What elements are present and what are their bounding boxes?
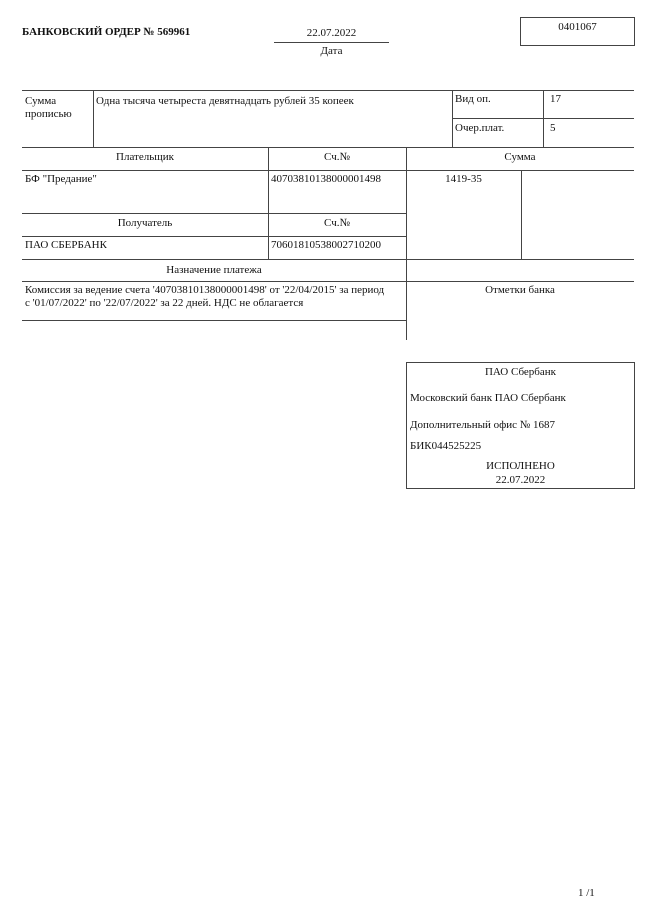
table-line — [22, 170, 634, 171]
payer-account-header: Сч.№ — [324, 151, 350, 163]
op-type-value: 17 — [550, 93, 561, 105]
date-label: Дата — [320, 45, 343, 57]
payer-account: 40703810138000001498 — [271, 173, 381, 185]
date-underline — [274, 42, 389, 43]
table-line — [22, 147, 634, 148]
sum-value: 1419-35 — [445, 173, 482, 185]
document-title: БАНКОВСКИЙ ОРДЕР № 569961 — [22, 26, 191, 38]
amount-words-value: Одна тысяча четыреста девятнадцать рублей 35 копеек — [96, 95, 354, 107]
stamp-date: 22.07.2022 — [495, 474, 546, 486]
form-code: 0401067 — [558, 21, 597, 33]
stamp-status: ИСПОЛНЕНО — [486, 460, 555, 472]
purpose-line-2: с '01/07/2022' по '22/07/2022' за 22 дней. НДС не облагается — [25, 297, 304, 309]
bank-stamp — [406, 362, 635, 489]
table-line — [93, 90, 94, 147]
recipient-account-header: Сч.№ — [324, 217, 350, 229]
page-number: 1 /1 — [578, 887, 595, 899]
payer-header: Плательщик — [116, 151, 174, 163]
table-line — [22, 320, 406, 321]
priority-label: Очер.плат. — [455, 122, 505, 134]
form-code-box — [520, 17, 635, 46]
amount-words-label-2: прописью — [25, 108, 72, 120]
stamp-bik: БИК044525225 — [410, 440, 482, 452]
op-type-label: Вид оп. — [455, 93, 491, 105]
payer-name: БФ "Предание" — [25, 173, 97, 185]
stamp-branch: Московский банк ПАО Сбербанк — [410, 392, 566, 404]
priority-value: 5 — [550, 122, 556, 134]
amount-words-label: Сумма — [25, 95, 57, 107]
table-line — [521, 170, 522, 259]
purpose-header: Назначение платежа — [166, 264, 262, 276]
table-line — [22, 213, 406, 214]
recipient-header: Получатель — [117, 217, 173, 229]
document-date: 22.07.2022 — [306, 27, 357, 39]
table-line — [22, 259, 634, 260]
stamp-office: Дополнительный офис № 1687 — [410, 419, 556, 431]
table-line — [22, 281, 634, 282]
purpose-line-1: Комиссия за ведение счета '40703810138000001498' от '22/04/2015' за период — [25, 284, 385, 296]
recipient-account: 70601810538002710200 — [271, 239, 381, 251]
table-line — [543, 90, 544, 147]
stamp-bank: ПАО Сбербанк — [484, 366, 557, 378]
sum-header: Сумма — [504, 151, 536, 163]
bank-marks-header: Отметки банка — [485, 284, 555, 296]
table-line — [268, 147, 269, 259]
table-line — [22, 236, 406, 237]
recipient-name: ПАО СБЕРБАНК — [25, 239, 107, 251]
table-line — [452, 90, 453, 147]
